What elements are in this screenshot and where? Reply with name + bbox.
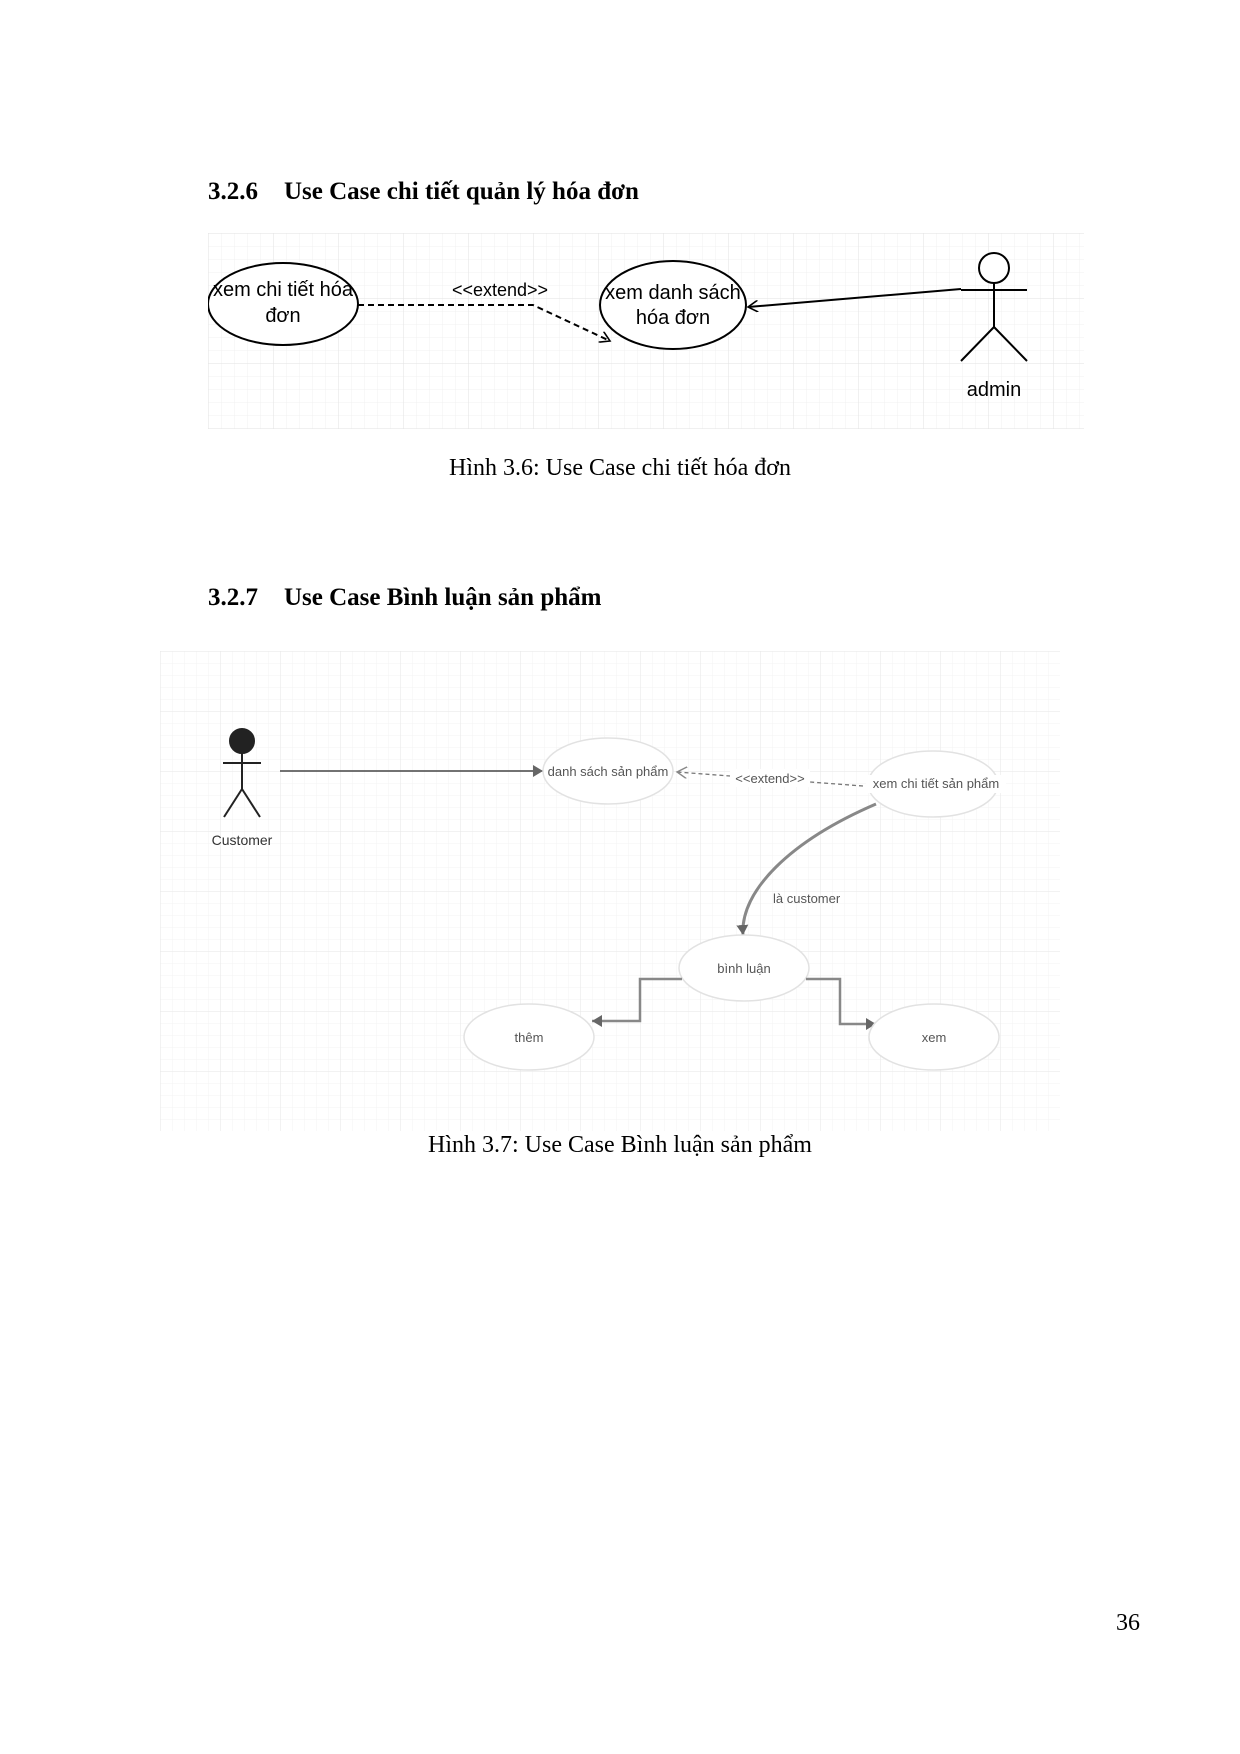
figure-3-6-diagram <box>208 233 1084 429</box>
usecase-view-invoice-list <box>600 261 746 349</box>
extend-label: <<extend>> <box>451 280 549 300</box>
usecase-label: thêm <box>514 1030 544 1045</box>
usecase-label-line1: xem chi tiết hóa <box>212 279 354 301</box>
figure-caption-3-6: Hình 3.6: Use Case chi tiết hóa đơn <box>449 455 791 481</box>
usecase-label-line1: xem danh sách <box>605 282 741 304</box>
usecase-view-invoice-detail <box>208 263 358 345</box>
page-number: 36 <box>1116 1610 1140 1636</box>
usecase-label: danh sách sản phẩm <box>547 764 669 779</box>
actor-label: Customer <box>211 832 273 848</box>
section-title: Use Case Bình luận sản phẩm <box>284 584 602 611</box>
usecase-label: xem chi tiết sản phẩm <box>872 776 1000 791</box>
usecase-comment <box>679 935 809 1001</box>
condition-label: là customer <box>773 891 841 906</box>
usecase-label-line2: hóa đơn <box>635 307 711 329</box>
usecase-label-line2: đơn <box>265 305 301 327</box>
section-number: 3.2.6 <box>208 178 258 205</box>
section-number: 3.2.7 <box>208 584 258 611</box>
usecase-label: bình luận <box>717 961 771 976</box>
actor-label: admin <box>966 379 1022 401</box>
usecase-add <box>464 1004 594 1070</box>
section-heading-3-2-7 <box>208 584 601 612</box>
usecase-view <box>869 1004 999 1070</box>
usecase-product-list <box>543 738 673 804</box>
usecase-label: xem <box>921 1030 947 1045</box>
section-heading-3-2-6 <box>208 178 639 206</box>
extend-label: <<extend>> <box>735 771 805 786</box>
section-title: Use Case chi tiết quản lý hóa đơn <box>284 178 639 205</box>
figure-3-7-diagram <box>160 651 1060 1131</box>
figure-caption-3-7: Hình 3.7: Use Case Bình luận sản phẩm <box>428 1132 812 1158</box>
